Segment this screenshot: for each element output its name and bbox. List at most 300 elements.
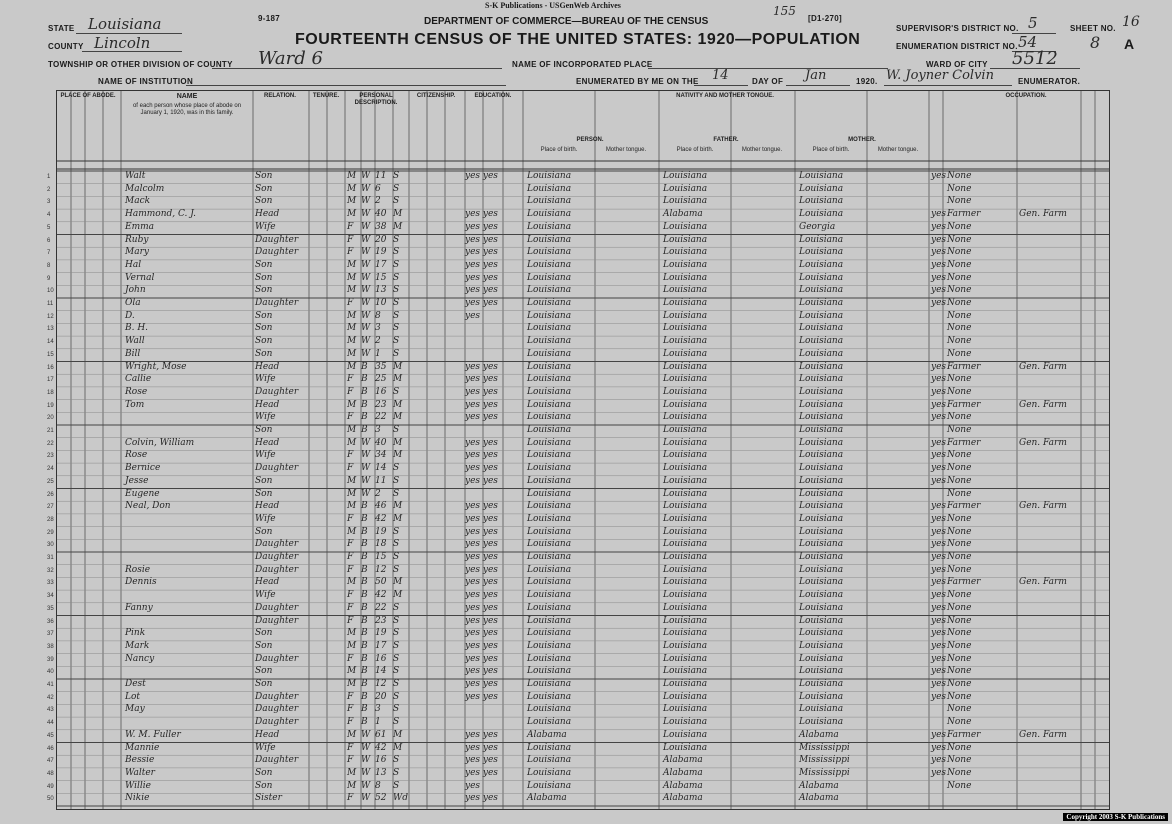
cell-age: 38 bbox=[375, 221, 387, 232]
cell-sex: F bbox=[347, 513, 354, 524]
cell-occ: None bbox=[947, 298, 972, 308]
col-person-pob: Place of birth. bbox=[540, 147, 578, 153]
col-father-pob: Place of birth. bbox=[676, 147, 714, 153]
cell-ms: S bbox=[393, 259, 400, 270]
cell-rel: Son bbox=[255, 628, 273, 639]
cell-mpob: Louisiana bbox=[799, 374, 844, 385]
cell-ms: S bbox=[393, 196, 400, 207]
cell-eng: yes bbox=[931, 552, 947, 562]
cell-eng: yes bbox=[931, 475, 947, 486]
cell-name: Bessie bbox=[125, 755, 155, 766]
cell-fpob: Louisiana bbox=[663, 425, 708, 435]
cell-pob: Louisiana bbox=[527, 386, 572, 397]
cell-edu: yes yes bbox=[465, 234, 498, 245]
cell-occ: None bbox=[947, 539, 972, 550]
cell-sex: M bbox=[347, 628, 357, 639]
cell-name: Tom bbox=[125, 399, 145, 410]
cell-edu: yes yes bbox=[465, 793, 498, 804]
cell-sex: F bbox=[347, 602, 354, 613]
cell-eng: yes bbox=[931, 171, 947, 181]
cell-ms: S bbox=[393, 564, 400, 575]
cell-name: D. bbox=[125, 310, 135, 321]
cell-pob: Louisiana bbox=[527, 755, 572, 766]
cell-occ: None bbox=[947, 412, 972, 423]
cell-age: 15 bbox=[375, 552, 387, 562]
cell-rel: Son bbox=[255, 666, 273, 677]
cell-eng: yes bbox=[931, 742, 947, 753]
cell-name: Colvin, William bbox=[125, 437, 195, 448]
cell-name: Bill bbox=[125, 348, 141, 359]
cell-age: 22 bbox=[375, 602, 387, 613]
cell-occ: Farmer bbox=[947, 501, 981, 512]
cell-name: Mark bbox=[125, 640, 150, 651]
cell-occ: None bbox=[947, 234, 972, 245]
cell-pob: Louisiana bbox=[527, 666, 572, 677]
cell-name: Pink bbox=[125, 628, 146, 639]
cell-edu: yes yes bbox=[465, 539, 498, 550]
cell-eng: yes bbox=[931, 221, 947, 232]
cell-rel: Son bbox=[255, 323, 273, 334]
cell-occ: None bbox=[947, 691, 972, 702]
cell-fpob: Alabama bbox=[663, 767, 703, 778]
cell-edu: yes yes bbox=[465, 171, 498, 181]
cell-race: B bbox=[361, 590, 368, 601]
cell-age: 6 bbox=[375, 183, 381, 194]
cell-sex: M bbox=[347, 348, 357, 359]
cell-ms: M bbox=[393, 437, 403, 448]
cell-pob: Louisiana bbox=[527, 488, 572, 499]
cell-ms: S bbox=[393, 234, 400, 245]
cell-edu: yes yes bbox=[465, 691, 498, 702]
cell-edu: yes yes bbox=[465, 640, 498, 651]
cell-rel: Daughter bbox=[255, 704, 299, 715]
cell-occ: None bbox=[947, 183, 972, 194]
row-number: 28 bbox=[47, 516, 54, 523]
cell-name: Vernal bbox=[125, 272, 155, 283]
cell-rel: Son bbox=[255, 640, 273, 651]
cell-mpob: Louisiana bbox=[799, 602, 844, 613]
cell-eng: yes bbox=[931, 298, 947, 308]
cell-race: W bbox=[361, 755, 371, 766]
cell-ms: S bbox=[393, 717, 400, 728]
cell-age: 16 bbox=[375, 755, 387, 766]
col-nativity: NATIVITY AND MOTHER TONGUE. bbox=[676, 93, 774, 99]
cell-race: B bbox=[361, 526, 368, 537]
cell-ms: S bbox=[393, 386, 400, 397]
cell-eng: yes bbox=[931, 209, 947, 220]
cell-edu: yes yes bbox=[465, 501, 498, 512]
cell-ind: Gen. Farm bbox=[1019, 399, 1067, 410]
cell-ms: S bbox=[393, 628, 400, 639]
cell-mpob: Louisiana bbox=[799, 336, 844, 347]
cell-sex: M bbox=[347, 361, 357, 372]
cell-pob: Alabama bbox=[527, 729, 567, 740]
cell-fpob: Louisiana bbox=[663, 463, 708, 474]
cell-fpob: Louisiana bbox=[663, 513, 708, 524]
cell-pob: Louisiana bbox=[527, 437, 572, 448]
incorporated-label: NAME OF INCORPORATED PLACE bbox=[512, 60, 653, 69]
sheet-label: SHEET NO. bbox=[1070, 24, 1116, 33]
cell-age: 3 bbox=[375, 704, 381, 715]
cell-sex: M bbox=[347, 285, 357, 296]
cell-rel: Daughter bbox=[255, 234, 299, 245]
cell-mpob: Louisiana bbox=[799, 501, 844, 512]
cell-fpob: Louisiana bbox=[663, 386, 708, 397]
cell-age: 19 bbox=[375, 628, 387, 639]
cell-edu: yes yes bbox=[465, 767, 498, 778]
cell-sex: M bbox=[347, 526, 357, 537]
row-number: 23 bbox=[47, 453, 54, 460]
cell-name: Willie bbox=[125, 780, 151, 791]
cell-mpob: Louisiana bbox=[799, 425, 844, 435]
department-heading: DEPARTMENT OF COMMERCE—BUREAU OF THE CENSUS bbox=[424, 16, 709, 27]
cell-pob: Louisiana bbox=[527, 513, 572, 524]
cell-ms: S bbox=[393, 602, 400, 613]
cell-pob: Louisiana bbox=[527, 704, 572, 715]
cell-mpob: Louisiana bbox=[799, 577, 844, 588]
cell-mpob: Louisiana bbox=[799, 298, 844, 308]
cell-fpob: Louisiana bbox=[663, 221, 708, 232]
cell-mpob: Louisiana bbox=[799, 399, 844, 410]
cell-race: W bbox=[361, 488, 371, 499]
cell-sex: M bbox=[347, 475, 357, 486]
cell-age: 3 bbox=[375, 323, 381, 334]
cell-ms: S bbox=[393, 539, 400, 550]
cell-pob: Louisiana bbox=[527, 742, 572, 753]
cell-rel: Son bbox=[255, 488, 273, 499]
cell-age: 19 bbox=[375, 247, 387, 258]
cell-name: Jesse bbox=[125, 475, 149, 486]
cell-mpob: Louisiana bbox=[799, 348, 844, 359]
cell-edu: yes yes bbox=[465, 666, 498, 677]
row-number: 33 bbox=[47, 580, 54, 587]
cell-edu: yes yes bbox=[465, 463, 498, 474]
cell-mpob: Louisiana bbox=[799, 552, 844, 562]
cell-age: 11 bbox=[375, 171, 387, 181]
cell-age: 2 bbox=[375, 196, 381, 207]
cell-sex: M bbox=[347, 666, 357, 677]
cell-rel: Head bbox=[255, 209, 280, 220]
cell-race: W bbox=[361, 742, 371, 753]
cell-fpob: Louisiana bbox=[663, 234, 708, 245]
row-number: 32 bbox=[47, 567, 54, 574]
cell-eng: yes bbox=[931, 399, 947, 410]
cell-race: W bbox=[361, 336, 371, 347]
row-number: 43 bbox=[47, 707, 54, 714]
cell-ms: M bbox=[393, 513, 403, 524]
cell-occ: None bbox=[947, 640, 972, 651]
cell-rel: Son bbox=[255, 780, 273, 791]
cell-ind: Gen. Farm bbox=[1019, 437, 1067, 448]
cell-age: 12 bbox=[375, 564, 387, 575]
cell-age: 40 bbox=[375, 209, 387, 220]
cell-rel: Head bbox=[255, 399, 280, 410]
cell-sex: F bbox=[347, 742, 354, 753]
cell-eng: yes bbox=[931, 628, 947, 639]
cell-rel: Son bbox=[255, 272, 273, 283]
cell-eng: yes bbox=[931, 564, 947, 575]
enumerator-name: W. Joyner Colvin bbox=[886, 68, 994, 83]
cell-mpob: Louisiana bbox=[799, 704, 844, 715]
state-value: Louisiana bbox=[88, 15, 162, 33]
cell-fpob: Louisiana bbox=[663, 374, 708, 385]
cell-rel: Wife bbox=[255, 450, 276, 461]
row-number: 29 bbox=[47, 529, 54, 536]
cell-mpob: Louisiana bbox=[799, 209, 844, 220]
cell-age: 8 bbox=[375, 310, 381, 321]
row-number: 34 bbox=[47, 593, 54, 600]
cell-pob: Louisiana bbox=[527, 691, 572, 702]
cell-edu: yes yes bbox=[465, 259, 498, 270]
row-number: 2 bbox=[47, 186, 51, 193]
cell-occ: Farmer bbox=[947, 729, 981, 740]
cell-fpob: Louisiana bbox=[663, 475, 708, 486]
cell-edu: yes yes bbox=[465, 653, 498, 664]
row-number: 31 bbox=[47, 555, 54, 561]
cell-mpob: Louisiana bbox=[799, 691, 844, 702]
row-number: 41 bbox=[47, 682, 54, 688]
cell-rel: Daughter bbox=[255, 755, 299, 766]
cell-race: W bbox=[361, 780, 371, 791]
enumeration-value: 54 bbox=[1018, 33, 1038, 51]
cell-fpob: Louisiana bbox=[663, 526, 708, 537]
cell-rel: Daughter bbox=[255, 463, 299, 474]
row-number: 4 bbox=[47, 212, 51, 219]
cell-sex: F bbox=[347, 590, 354, 601]
cell-pob: Louisiana bbox=[527, 780, 572, 791]
cell-name: Neal, Don bbox=[125, 501, 171, 512]
cell-race: W bbox=[361, 247, 371, 258]
row-number: 6 bbox=[47, 237, 51, 244]
col-name: NAME bbox=[176, 93, 198, 100]
cell-race: W bbox=[361, 209, 371, 220]
cell-eng: yes bbox=[931, 285, 947, 296]
row-number: 40 bbox=[47, 669, 54, 676]
cell-edu: yes yes bbox=[465, 298, 498, 308]
cell-race: B bbox=[361, 615, 368, 626]
cell-fpob: Louisiana bbox=[663, 259, 708, 270]
row-number: 30 bbox=[47, 542, 54, 549]
cell-age: 23 bbox=[375, 615, 387, 626]
cell-mpob: Louisiana bbox=[799, 640, 844, 651]
cell-ms: S bbox=[393, 679, 400, 689]
cell-sex: M bbox=[347, 488, 357, 499]
cell-pob: Louisiana bbox=[527, 361, 572, 372]
cell-sex: M bbox=[347, 767, 357, 778]
cell-occ: None bbox=[947, 704, 972, 715]
cell-fpob: Louisiana bbox=[663, 285, 708, 296]
cell-rel: Son bbox=[255, 767, 273, 778]
cell-mpob: Louisiana bbox=[799, 450, 844, 461]
row-number: 20 bbox=[47, 415, 54, 422]
cell-pob: Louisiana bbox=[527, 564, 572, 575]
cell-race: W bbox=[361, 221, 371, 232]
cell-edu: yes yes bbox=[465, 209, 498, 220]
row-number: 21 bbox=[47, 428, 54, 434]
township-value: Ward 6 bbox=[258, 48, 323, 69]
cell-name: W. M. Fuller bbox=[125, 729, 181, 740]
cell-mpob: Louisiana bbox=[799, 488, 844, 499]
supervisor-value: 5 bbox=[1028, 14, 1038, 32]
cell-pob: Louisiana bbox=[527, 425, 572, 435]
supervisor-label: SUPERVISOR'S DISTRICT NO. bbox=[896, 24, 1019, 33]
cell-ms: S bbox=[393, 298, 400, 308]
cell-rel: Daughter bbox=[255, 691, 299, 702]
cell-mpob: Mississippi bbox=[799, 742, 850, 753]
cell-eng: yes bbox=[931, 361, 947, 372]
cell-race: B bbox=[361, 704, 368, 715]
cell-sex: M bbox=[347, 171, 357, 181]
cell-race: B bbox=[361, 361, 368, 372]
cell-eng: yes bbox=[931, 272, 947, 283]
cell-race: B bbox=[361, 628, 368, 639]
cell-fpob: Louisiana bbox=[663, 183, 708, 194]
cell-pob: Louisiana bbox=[527, 767, 572, 778]
cell-eng: yes bbox=[931, 450, 947, 461]
row-number: 24 bbox=[47, 466, 54, 473]
cell-rel: Wife bbox=[255, 221, 276, 232]
cell-rel: Son bbox=[255, 526, 273, 537]
row-number: 17 bbox=[47, 377, 54, 384]
cell-pob: Alabama bbox=[527, 793, 567, 804]
cell-sex: F bbox=[347, 247, 354, 258]
row-number: 48 bbox=[47, 770, 54, 777]
cell-sex: M bbox=[347, 323, 357, 334]
cell-name: Wright, Mose bbox=[125, 361, 187, 372]
cell-race: W bbox=[361, 450, 371, 461]
cell-edu: yes yes bbox=[465, 272, 498, 283]
cell-ms: S bbox=[393, 171, 400, 181]
cell-occ: None bbox=[947, 247, 972, 258]
cell-sex: F bbox=[347, 539, 354, 550]
cell-age: 22 bbox=[375, 412, 387, 423]
cell-sex: F bbox=[347, 552, 354, 562]
cell-race: W bbox=[361, 234, 371, 245]
row-number: 47 bbox=[47, 758, 54, 765]
cell-eng: yes bbox=[931, 259, 947, 270]
row-number: 42 bbox=[47, 694, 54, 701]
ward-value: 5512 bbox=[1012, 48, 1058, 69]
cell-ms: M bbox=[393, 590, 403, 601]
cell-name: B. H. bbox=[125, 323, 149, 334]
cell-age: 35 bbox=[375, 361, 387, 372]
cell-ms: S bbox=[393, 183, 400, 194]
cell-age: 23 bbox=[375, 399, 387, 410]
cell-age: 10 bbox=[375, 298, 387, 308]
sheet-letter: A bbox=[1124, 36, 1135, 52]
cell-fpob: Louisiana bbox=[663, 653, 708, 664]
cell-eng: yes bbox=[931, 602, 947, 613]
cell-occ: None bbox=[947, 171, 972, 181]
cell-edu: yes yes bbox=[465, 221, 498, 232]
cell-mpob: Louisiana bbox=[799, 183, 844, 194]
cell-eng: yes bbox=[931, 539, 947, 550]
cell-eng: yes bbox=[931, 463, 947, 474]
row-number: 37 bbox=[47, 631, 54, 638]
cell-fpob: Louisiana bbox=[663, 488, 708, 499]
row-number: 15 bbox=[47, 351, 54, 358]
cell-occ: None bbox=[947, 348, 972, 359]
col-mother-pob: Place of birth. bbox=[812, 147, 850, 153]
day-of-label: DAY OF bbox=[752, 77, 784, 86]
cell-fpob: Louisiana bbox=[663, 704, 708, 715]
cell-fpob: Louisiana bbox=[663, 399, 708, 410]
cell-mpob: Alabama bbox=[799, 780, 839, 791]
cell-fpob: Louisiana bbox=[663, 171, 708, 181]
cell-pob: Louisiana bbox=[527, 640, 572, 651]
cell-ms: S bbox=[393, 348, 400, 359]
cell-fpob: Louisiana bbox=[663, 323, 708, 334]
cell-sex: M bbox=[347, 259, 357, 270]
cell-sex: F bbox=[347, 564, 354, 575]
cell-eng: yes bbox=[931, 767, 947, 778]
cell-pob: Louisiana bbox=[527, 323, 572, 334]
cell-mpob: Louisiana bbox=[799, 272, 844, 283]
cell-pob: Louisiana bbox=[527, 209, 572, 220]
cell-mpob: Louisiana bbox=[799, 628, 844, 639]
cell-sex: F bbox=[347, 298, 354, 308]
cell-pob: Louisiana bbox=[527, 285, 572, 296]
cell-fpob: Louisiana bbox=[663, 729, 708, 740]
cell-eng: yes bbox=[931, 374, 947, 385]
cell-mpob: Louisiana bbox=[799, 196, 844, 207]
cell-race: B bbox=[361, 679, 368, 689]
form-number: 9-187 bbox=[258, 14, 280, 23]
cell-fpob: Louisiana bbox=[663, 336, 708, 347]
cell-edu: yes yes bbox=[465, 450, 498, 461]
cell-pob: Louisiana bbox=[527, 539, 572, 550]
cell-rel: Daughter bbox=[255, 386, 299, 397]
cell-sex: F bbox=[347, 691, 354, 702]
cell-occ: None bbox=[947, 323, 972, 334]
cell-sex: F bbox=[347, 704, 354, 715]
cell-mpob: Mississippi bbox=[799, 755, 850, 766]
cell-race: B bbox=[361, 412, 368, 423]
cell-age: 13 bbox=[375, 285, 387, 296]
cell-name: Callie bbox=[125, 374, 152, 385]
township-label: TOWNSHIP OR OTHER DIVISION OF COUNTY bbox=[48, 60, 233, 69]
cell-race: B bbox=[361, 501, 368, 512]
institution-label: NAME OF INSTITUTION bbox=[98, 77, 194, 86]
cell-ms: M bbox=[393, 742, 403, 753]
cell-edu: yes yes bbox=[465, 577, 498, 588]
cell-sex: M bbox=[347, 780, 357, 791]
cell-pob: Louisiana bbox=[527, 272, 572, 283]
cell-mpob: Louisiana bbox=[799, 666, 844, 677]
cell-rel: Son bbox=[255, 348, 273, 359]
cell-race: B bbox=[361, 552, 368, 562]
cell-ms: S bbox=[393, 755, 400, 766]
cell-ind: Gen. Farm bbox=[1019, 501, 1067, 512]
col-father: FATHER. bbox=[713, 137, 739, 143]
cell-sex: M bbox=[347, 679, 357, 689]
cell-pob: Louisiana bbox=[527, 615, 572, 626]
cell-ms: S bbox=[393, 310, 400, 321]
cell-age: 11 bbox=[375, 475, 387, 486]
cell-rel: Son bbox=[255, 336, 273, 347]
col-occupation: OCCUPATION. bbox=[1005, 93, 1047, 99]
enumerated-month: Jan bbox=[805, 68, 827, 83]
cell-race: B bbox=[361, 399, 368, 410]
cell-fpob: Louisiana bbox=[663, 196, 708, 207]
cell-pob: Louisiana bbox=[527, 602, 572, 613]
row-number: 39 bbox=[47, 656, 54, 663]
row-number: 16 bbox=[47, 364, 54, 371]
col-father-tongue: Mother tongue. bbox=[741, 147, 783, 153]
cell-pob: Louisiana bbox=[527, 310, 572, 321]
cell-rel: Son bbox=[255, 171, 273, 181]
cell-ms: S bbox=[393, 704, 400, 715]
